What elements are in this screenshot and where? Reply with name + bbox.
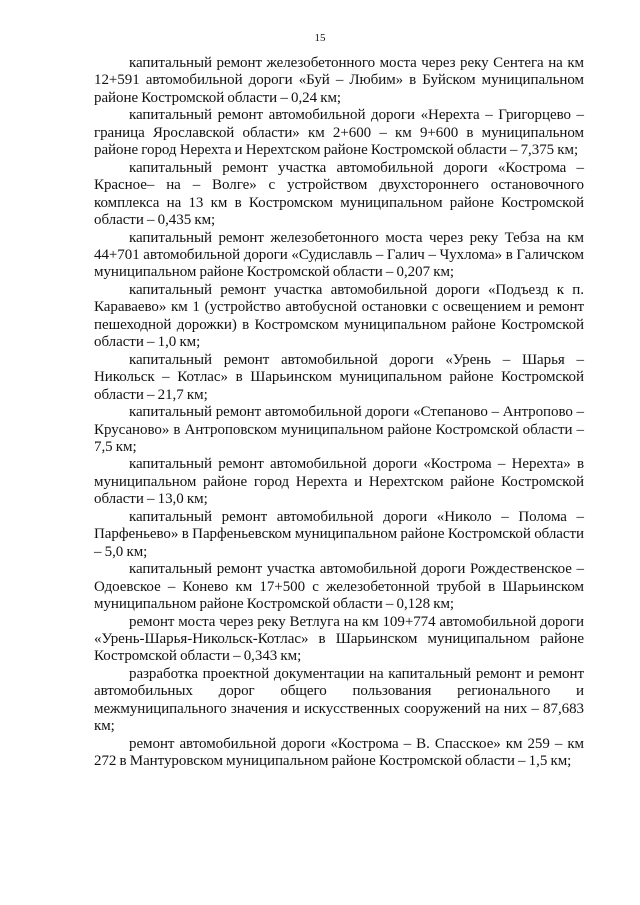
paragraph: капитальный ремонт автомобильной дороги «Кострома – Нерехта» в муниципальном районе город Нерехта и Нерехтском районе Костромской области – 13,0 км; xyxy=(94,456,584,508)
paragraph: капитальный ремонт автомобильной дороги «Нерехта – Григорцево – граница Ярославской области» км 2+600 – км 9+600 в муниципальном районе город Нерехта и Нерехтском районе Костромской области – 7,375 км; xyxy=(94,107,584,159)
paragraph: капитальный ремонт участка автомобильной дороги «Подъезд к п. Караваево» км 1 (устройство автобусной остановки с освещением и ремонт пешеходной дорожки) в Костромском муниципальном районе Костромской области – 1,0 км; xyxy=(94,281,584,351)
paragraph: ремонт моста через реку Ветлуга на км 109+774 автомобильной дороги «Урень-Шарья-Никольск-Котлас» в Шарьинском муниципальном районе Костромской области – 0,343 км; xyxy=(94,613,584,665)
document-body xyxy=(94,55,584,771)
paragraph: капитальный ремонт участка автомобильной дороги «Кострома – Красное– на – Волге» с устройством двухстороннего остановочного комплекса на 13 км в Костромском муниципальном районе Костромской области – 0,435 км; xyxy=(94,159,584,229)
paragraph: капитальный ремонт автомобильной дороги «Степаново – Антропово – Крусаново» в Антроповском муниципальном районе Костромской области – 7,5 км; xyxy=(94,404,584,455)
page-number: 15 xyxy=(314,32,326,44)
paragraph: разработка проектной документации на капитальный ремонт и ремонт автомобильных дорог общего пользования регионального и межмуниципального значения и искусственных сооружений на них – 87,683 км; xyxy=(94,665,584,735)
paragraph: ремонт автомобильной дороги «Кострома – В. Спасское» км 259 – км 272 в Мантуровском муниципальном районе Костромской области – 1,5 км; xyxy=(94,735,584,770)
paragraph: капитальный ремонт железобетонного моста через реку Сентега на км 12+591 автомобильной дороги «Буй – Любим» в Буйском муниципальном районе Костромской области – 0,24 км; xyxy=(94,55,584,106)
paragraph: капитальный ремонт участка автомобильной дороги Рождественское – Одоевское – Конево км 17+500 с железобетонной трубой в Шарьинском муниципальном районе Костромской области – 0,128 км; xyxy=(94,561,584,613)
paragraph: капитальный ремонт железобетонного моста через реку Тебза на км 44+701 автомобильной дороги «Судиславль – Галич – Чухлома» в Галичском муниципальном районе Костромской области – 0,207 км; xyxy=(94,229,584,281)
paragraph: капитальный ремонт автомобильной дороги «Урень – Шарья – Никольск – Котлас» в Шарьинском муниципальном районе Костромской области – 21,7 км; xyxy=(94,351,584,403)
paragraph: капитальный ремонт автомобильной дороги «Николо – Полома – Парфеньево» в Парфеньевском муниципальном районе Костромской области – 5,0 км; xyxy=(94,508,584,560)
